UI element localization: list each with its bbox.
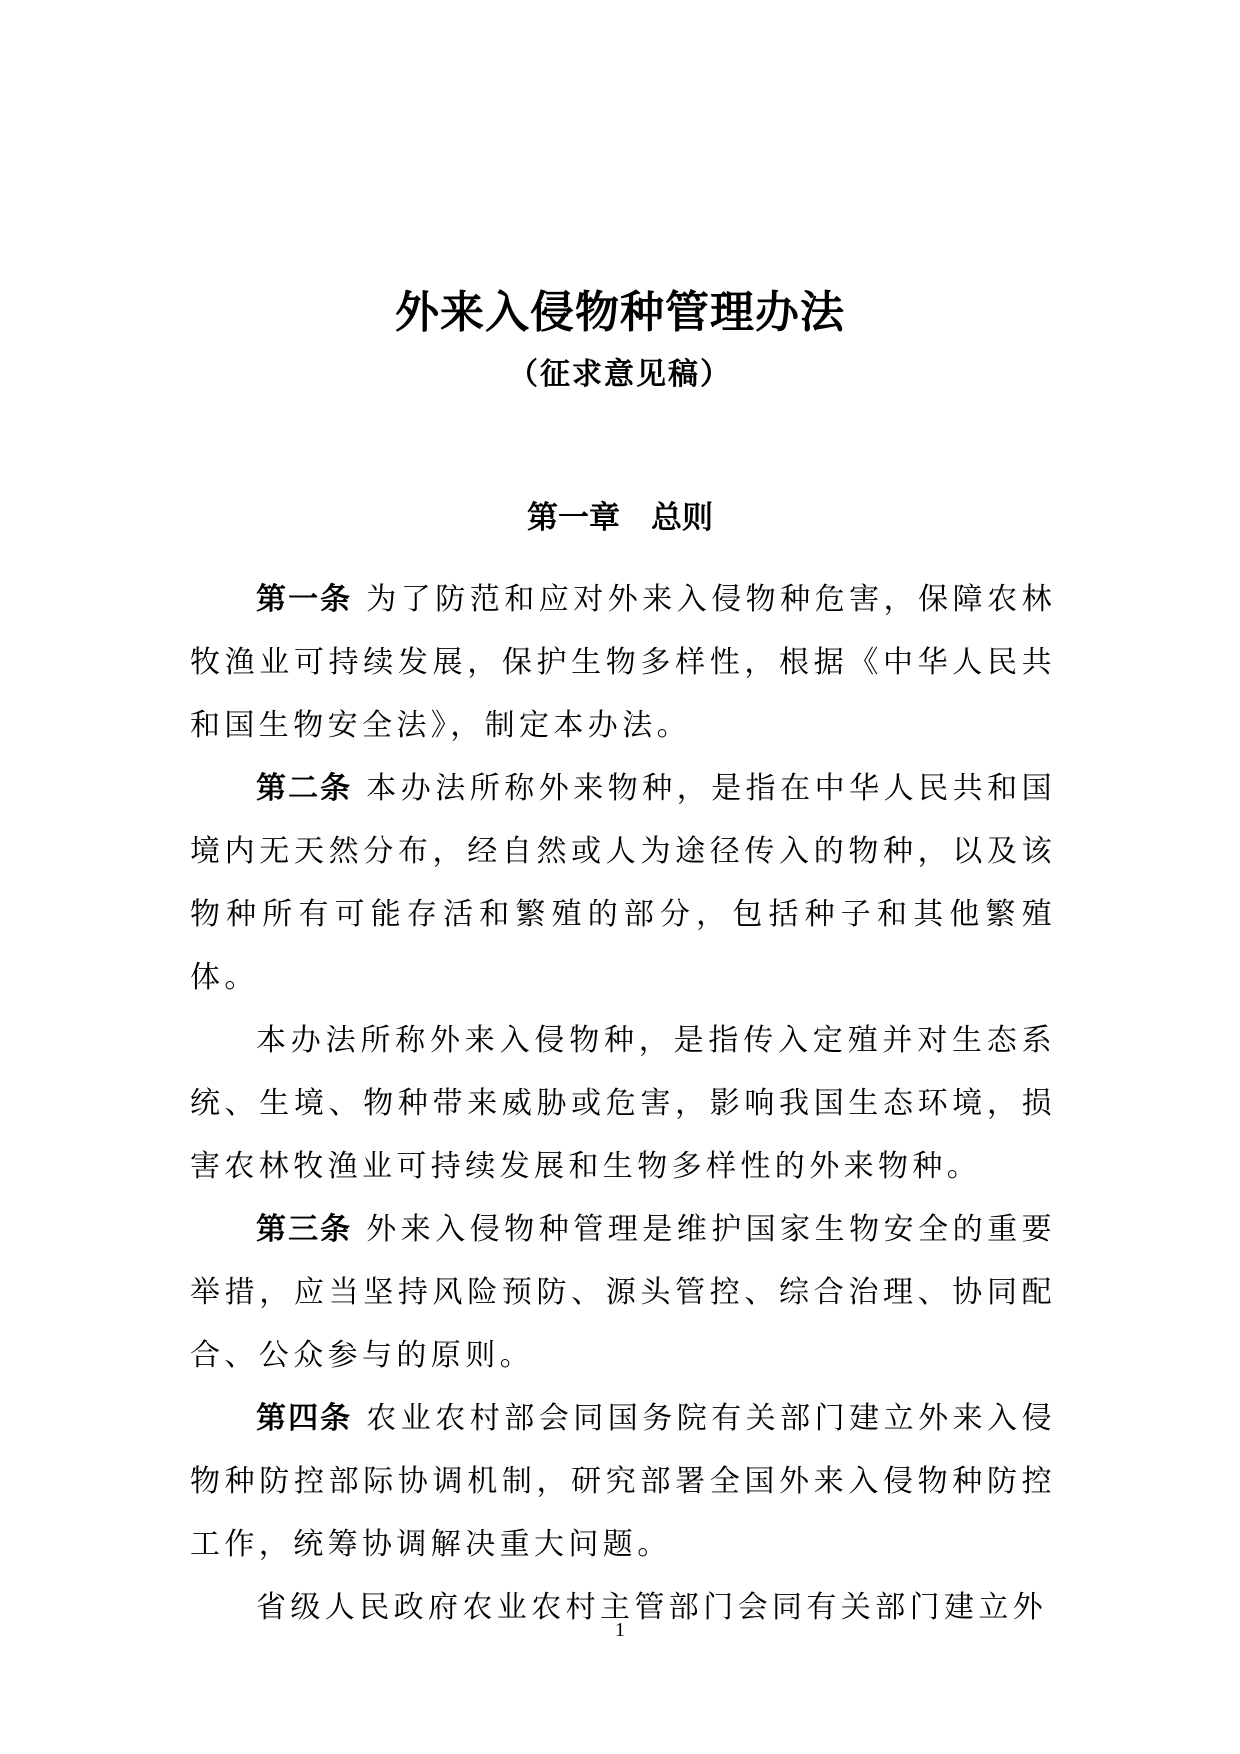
article-paragraph: [190, 1387, 1056, 1576]
article-text: 本办法所称外来物种，是指在中华人民共和国境内无天然分布，经自然或人为途径传入的物种，以及该物种所有可能存活和繁殖的部分，包括种子和其他繁殖体。: [190, 771, 1057, 995]
article-paragraph: [190, 757, 1056, 1009]
article-text: 为了防范和应对外来入侵物种危害，保障农林牧渔业可持续发展，保护生物多样性，根据《中华人民共和国生物安全法》，制定本办法。: [190, 582, 1057, 743]
paragraph-text: 本办法所称外来入侵物种，是指传入定殖并对生态系统、生境、物种带来威胁或危害，影响我国生态环境，损害农林牧渔业可持续发展和生物多样性的外来物种。: [190, 1023, 1056, 1184]
article-text: 外来入侵物种管理是维护国家生物安全的重要举措，应当坚持风险预防、源头管控、综合治理、协同配合、公众参与的原则。: [190, 1212, 1057, 1373]
article-label: 第四条: [256, 1401, 353, 1436]
article-label: 第二条: [256, 771, 353, 806]
document-body: [190, 568, 1056, 1639]
article-paragraph: [190, 568, 1056, 757]
document-subtitle: （征求意见稿）: [508, 357, 732, 392]
body-paragraph: [190, 1009, 1056, 1198]
article-label: 第一条: [256, 582, 353, 617]
paragraph-text: 省级人民政府农业农村主管部门会同有关部门建立外: [256, 1590, 1048, 1625]
article-text: 农业农村部会同国务院有关部门建立外来入侵物种防控部际协调机制，研究部署全国外来入侵物种防控工作，统筹协调解决重大问题。: [190, 1401, 1057, 1562]
chapter-heading: 第一章 总则: [527, 500, 713, 536]
article-paragraph: [190, 1198, 1056, 1387]
page-number: 1: [615, 1619, 625, 1641]
document-title: 外来入侵物种管理办法: [395, 287, 845, 338]
article-label: 第三条: [256, 1212, 353, 1247]
